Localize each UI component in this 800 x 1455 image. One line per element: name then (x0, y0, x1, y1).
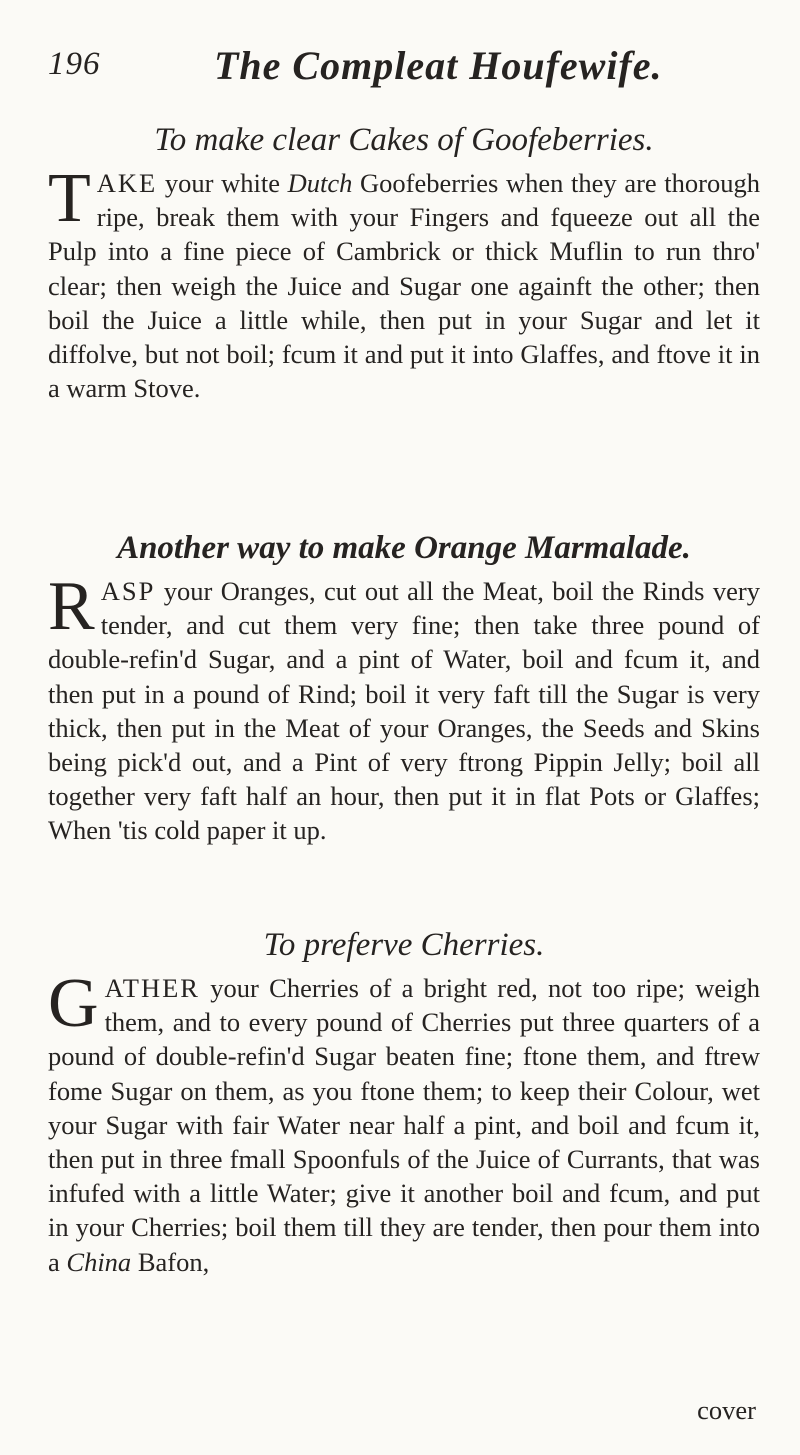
opening-word: AKE (96, 168, 158, 198)
page-header (48, 42, 752, 90)
recipe-preserve-cherries (48, 925, 760, 1279)
catchword: cover (697, 1395, 756, 1425)
drop-cap: R (48, 568, 95, 645)
recipe-text: your Oranges, cut out all the Meat, boil the Rinds very tender, and cut them very fine; then take three pound of double-refin'd Sugar, and a pint of Water, boil and fcum it, and then put in a pound of Rind; boil it very faft till the Sugar is very thick, then put in the Meat of your Oranges, the Seeds and Skins being pick'd out, and a Pint of very ftrong Pippin Jelly; boil all together very faft half an hour, then put it in flat Pots or Glaffes; When 'tis cold paper it up. (48, 576, 760, 846)
page-number: 196 (48, 46, 101, 82)
recipe-orange-marmalade (48, 528, 760, 848)
recipe-text: your white (157, 168, 288, 198)
recipe-body (48, 965, 760, 1279)
italic-word: China (66, 1246, 132, 1277)
recipe-body (48, 568, 760, 848)
recipe-text-continued: Goofeberries when they are thorough ripe, break them with your Fingers and fqueeze out all the Pulp into a fine piece of Cambrick or thick Muflin to run thro' clear; then weigh the Juice and Sugar one againft the other; then boil the Juice a little while, then put in your Sugar and let it diffolve, but not boil; fcum it and put it into Glaffes, and ftove it in a warm Stove. (48, 168, 760, 404)
recipe-text: your Cherries of a bright red, not too ripe; weigh them, and to every pound of Cherries put three quarters of a pound of double-refin'd Sugar beaten fine; ftone them, and ftrew fome Sugar on them, as you ftone them; to keep their Colour, wet your Sugar with fair Water near half a pint, and boil and fcum it, then put in three fmall Spoonfuls of the Juice of Currants, that was infufed with a little Water; give it another boil and fcum, and put in your Cherries; boil them till they are tender, then pour them into a (48, 973, 760, 1277)
recipe-body (48, 160, 760, 405)
recipe-title: Another way to make Orange Marmalade. (117, 530, 691, 566)
opening-word: ASP (100, 576, 156, 606)
recipe-text-continued: Bafon, (131, 1246, 210, 1277)
opening-word: ATHER (104, 973, 200, 1003)
recipe-title: To preferve Cherries. (263, 927, 545, 963)
running-title: The Compleat Houfewife. (214, 43, 663, 88)
recipe-goofeberry-cakes (48, 120, 760, 405)
italic-word: Dutch (287, 168, 353, 198)
drop-cap: T (48, 160, 91, 237)
drop-cap: G (48, 965, 99, 1042)
recipe-title: To make clear Cakes of Goofeberries. (154, 122, 654, 158)
